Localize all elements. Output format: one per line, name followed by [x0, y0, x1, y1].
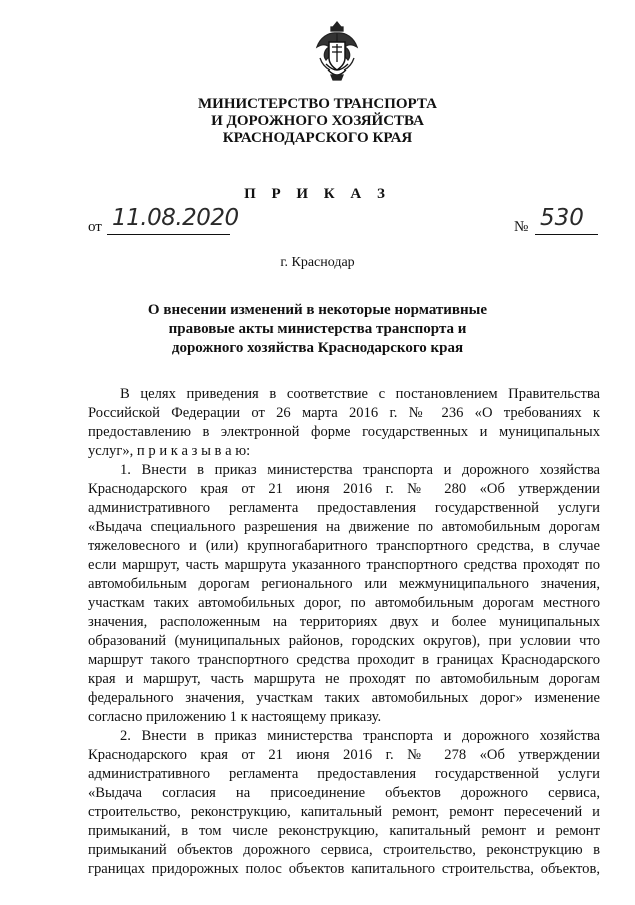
body-line: Краснодарского края от 21 июня 2016 г. № 280 «Об утверждении: [88, 481, 600, 497]
date-prefix: от: [88, 219, 102, 235]
number-underline: [535, 234, 598, 235]
order-subject: [0, 301, 635, 358]
body-line: примыканий объектов дорожного сервиса, строительство, реконструкцию в: [88, 842, 600, 858]
body-line: границах придорожных полос объектов капитального строительства, объектов,: [88, 861, 600, 877]
date-underline: [107, 234, 230, 235]
ministry-line: МИНИСТЕРСТВО ТРАНСПОРТА: [198, 96, 437, 112]
body-line: края и маршрут, часть маршрута не проходят по автомобильным дорогам: [88, 671, 600, 687]
body-line: Российской Федерации от 26 марта 2016 г. № 236 «О требованиях к: [88, 405, 600, 421]
body-line: маршрут такого транспортного средства проходит в границах Краснодарского: [88, 652, 600, 668]
order-title: П Р И К А З: [244, 186, 391, 202]
body-line: значения, расположенным на территориях двух и более муниципальных: [88, 614, 600, 630]
body-line: административного регламента предоставления государственной услуги: [88, 766, 600, 782]
body-line: предоставлению в электронной форме государственных и муниципальных: [88, 424, 600, 440]
subject-line: правовые акты министерства транспорта и: [168, 321, 467, 337]
subject-line: дорожного хозяйства Краснодарского края: [171, 340, 464, 356]
ministry-name: [0, 96, 635, 147]
body-line: «Выдача специального разрешения на движение по автомобильным дорогам: [88, 519, 600, 535]
order-number: 530: [540, 205, 584, 231]
coat-of-arms-icon: [314, 20, 360, 82]
subject-line: О внесении изменений в некоторые нормативные: [147, 302, 488, 318]
body-line: если маршрут, часть маршрута указанного транспортного средства проходят по: [88, 557, 600, 573]
body-line: услуг», п р и к а з ы в а ю:: [88, 443, 251, 459]
body-line: «Выдача согласия на присоединение объектов дорожного сервиса,: [88, 785, 600, 801]
body-line: образований (муниципальных районов, городских округов), при условии что: [88, 633, 600, 649]
order-body: [88, 385, 600, 879]
order-date: 11.08.2020: [112, 205, 239, 231]
body-line: согласно приложению 1 к настоящему приказу.: [88, 709, 382, 725]
body-line: строительство, реконструкцию, капитальный ремонт, ремонт пересечений и: [88, 804, 600, 820]
city: г. Краснодар: [280, 255, 355, 270]
body-line: В целях приведения в соответствие с постановлением Правительства: [120, 386, 600, 402]
body-line: административного регламента предоставления государственной услуги: [88, 500, 600, 516]
body-line: 1. Внести в приказ министерства транспорта и дорожного хозяйства: [120, 462, 600, 478]
number-prefix: №: [514, 219, 529, 235]
body-line: примыканий, в том числе реконструкцию, капитальный ремонт и ремонт: [88, 823, 600, 839]
body-line: автомобильным дорогам регионального или межмуниципального значения,: [88, 576, 600, 592]
body-line: 2. Внести в приказ министерства транспорта и дорожного хозяйства: [120, 728, 600, 744]
ministry-line: И ДОРОЖНОГО ХОЗЯЙСТВА: [211, 113, 424, 129]
ministry-line: КРАСНОДАРСКОГО КРАЯ: [222, 130, 413, 146]
body-line: федерального значения, участкам таких автомобильных дорог» изменение: [88, 690, 600, 706]
body-line: тяжеловесного и (или) крупногабаритного транспортного средства, в случае: [88, 538, 600, 554]
body-line: участкам таких автомобильных дорог, по автомобильным дорогам местного: [88, 595, 600, 611]
body-line: Краснодарского края от 21 июня 2016 г. № 278 «Об утверждении: [88, 747, 600, 763]
